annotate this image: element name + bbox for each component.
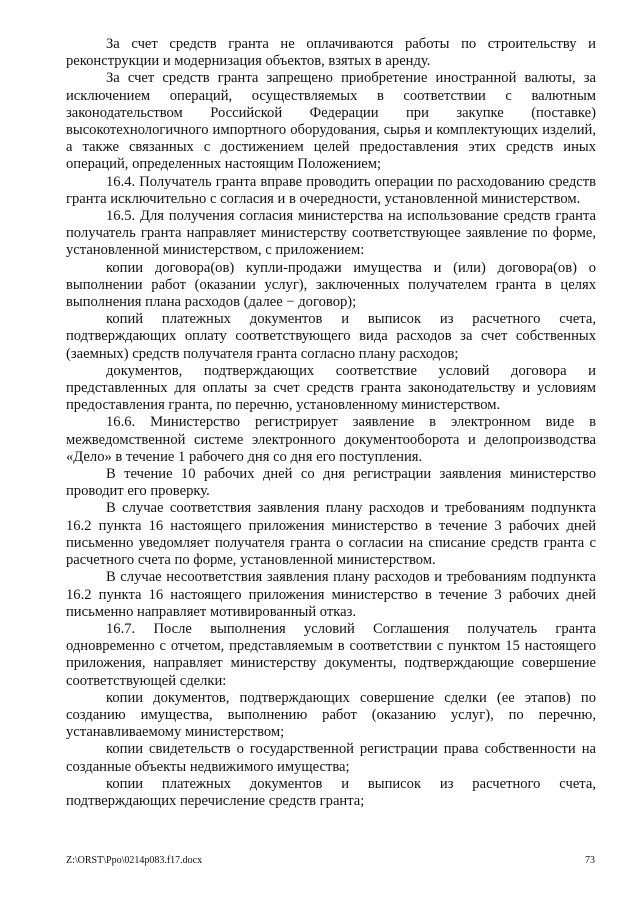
list-item: копий платежных документов и выписок из расчетного счета, подтверждающих оплату соответствующего вида расходов за счет собственных (заемных) средств получателя гранта согласно плану расходов;: [66, 311, 596, 362]
list-item: копии договора(ов) купли-продажи имущества и (или) договора(ов) о выполнении работ (оказании услуг), заключенных получателем гранта в целях выполнения плана расходов (далее − договор);: [66, 259, 596, 311]
list-item: документов, подтверждающих соответствие условий договора и представленных для оплаты за счет средств гранта законодательству и условиям предоставления гранта, по перечню, установленному министерством.: [66, 362, 596, 414]
paragraph-16-4: 16.4. Получатель гранта вправе проводить операции по расходованию средств гранта исключительно с согласия и в очередности, установленной министерством.: [66, 173, 596, 207]
footer-file-path: Z:\ORST\Ppo\0214p083.f17.docx: [66, 855, 203, 866]
paragraph: В случае соответствия заявления плану расходов и требованиям подпункта 16.2 пункта 16 настоящего приложения министерство в течение 3 рабочих дней письменно уведомляет получателя гранта о согласии на списание средств гранта с расчетного счета по форме, установленной министерством.: [66, 500, 596, 569]
list-item: копии платежных документов и выписок из расчетного счета, подтверждающих перечисление средств гранта;: [66, 775, 596, 809]
paragraph-16-5: 16.5. Для получения согласия министерства на использование средств гранта получатель гранта направляет министерству соответствующее заявление по форме, установленной министерством, с приложением:: [66, 208, 596, 259]
paragraph: За счет средств гранта не оплачиваются работы по строительству и реконструкции и модернизация объектов, взятых в аренду.: [66, 36, 596, 70]
page-number: 73: [585, 855, 595, 866]
paragraph-16-7: 16.7. После выполнения условий Соглашения получатель гранта одновременно с отчетом, представляемым в соответствии с пунктом 15 настоящего приложения, направляет министерству документы, подтверждающие совершение соответствующей сделки:: [66, 620, 596, 689]
paragraph: В случае несоответствия заявления плану расходов и требованиям подпункта 16.2 пункта 16 настоящего приложения министерство в течение 3 рабочих дней письменно направляет мотивированный отказ.: [66, 569, 596, 620]
paragraph-16-6: 16.6. Министерство регистрирует заявление в электронном виде в межведомственной системе электронного документооборота и делопроизводства «Дело» в течение 1 рабочего дня со дня его поступления.: [66, 414, 596, 465]
list-item: копии документов, подтверждающих совершение сделки (ее этапов) по созданию имущества, выполнению работ (оказанию услуг), по перечню, устанавливаемому министерством;: [66, 689, 596, 741]
list-item: копии свидетельств о государственной регистрации права собственности на созданные объекты недвижимого имущества;: [66, 741, 596, 775]
page-footer: [66, 855, 595, 867]
paragraph: За счет средств гранта запрещено приобретение иностранной валюты, за исключением операций, осуществляемых в соответствии с валютным законодательством Российской Федерации при закупке (поставке) высокотехнологичного импортного оборудования, сырья и комплектующих изделий, а также связанных с достижением целей предоставления этих средств иных операций, определенных настоящим Положением;: [66, 70, 596, 173]
paragraph: В течение 10 рабочих дней со дня регистрации заявления министерство проводит его проверку.: [66, 466, 596, 500]
document-body: [66, 36, 596, 810]
